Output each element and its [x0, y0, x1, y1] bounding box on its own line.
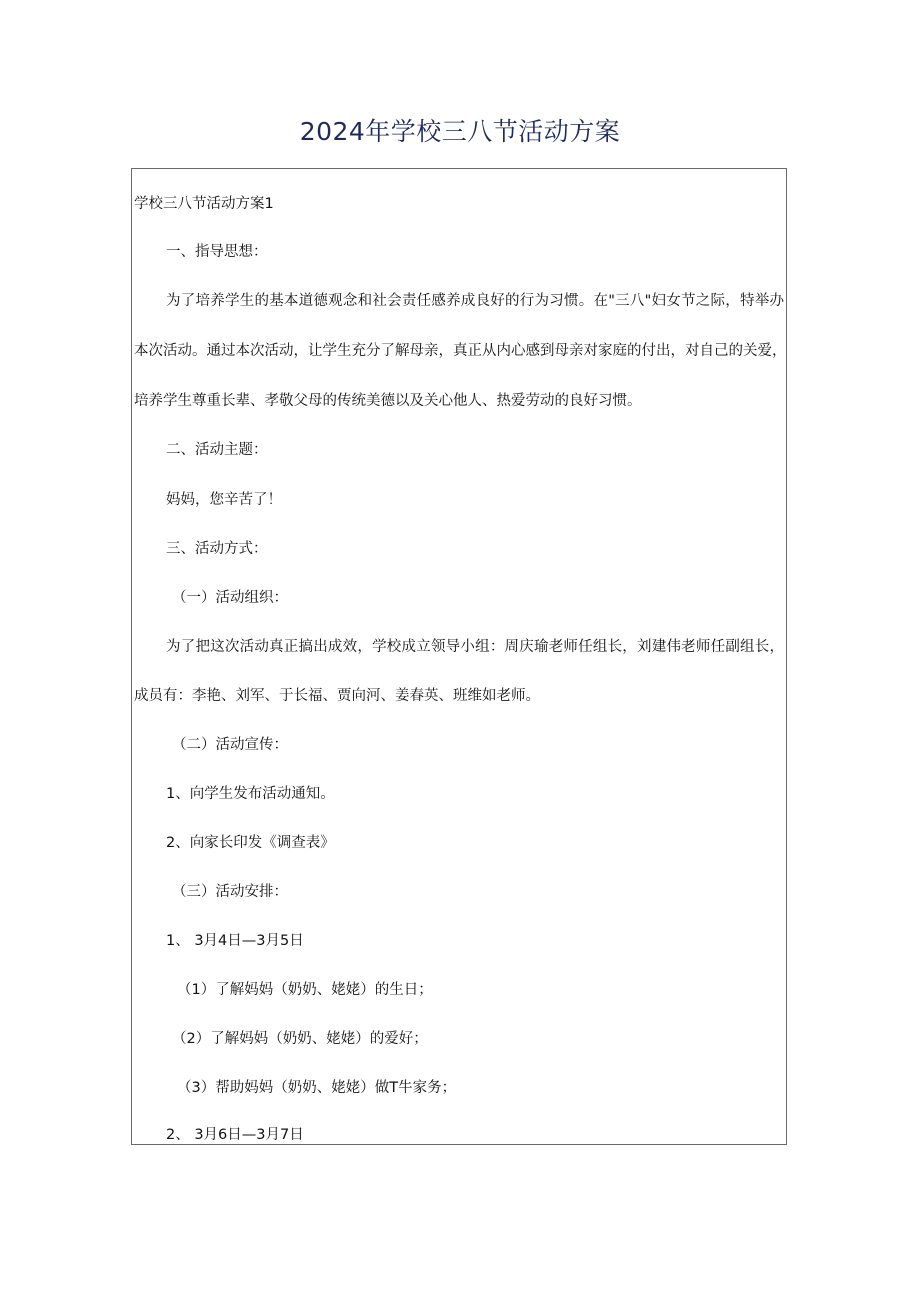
subheading-organization: （一）活动组织：: [172, 590, 288, 606]
paragraph-line: 培养学生尊重长辈、孝敬父母的传统美德以及关心他人、热爱劳动的良好习惯。: [134, 393, 642, 409]
subheading-schedule: （三）活动安排：: [172, 884, 288, 900]
heading-guiding-ideology: 一、指导思想：: [166, 244, 268, 260]
list-item: 2、向家长印发《调查表》: [166, 835, 335, 851]
list-item: （1）了解妈妈（奶奶、姥姥）的生日；: [177, 982, 433, 998]
content-frame: [131, 168, 787, 1145]
section-heading: 学校三八节活动方案1: [134, 196, 274, 212]
theme-text: 妈妈，您辛苦了！: [166, 492, 282, 508]
paragraph-line: 本次活动。通过本次活动，让学生充分了解母亲，真正从内心感到母亲对家庭的付出，对自己的关爱，: [134, 343, 787, 359]
paragraph-line: 为了培养学生的基本道德观念和社会责任感养成良好的行为习惯。在"三八"妇女节之际，特举办: [166, 293, 784, 309]
heading-activity-method: 三、活动方式：: [166, 541, 268, 557]
heading-activity-theme: 二、活动主题：: [166, 442, 268, 458]
schedule-date: 2、 3月6日—3月7日: [166, 1127, 304, 1143]
schedule-date: 1、 3月4日—3月5日: [166, 933, 304, 949]
paragraph-line: 成员有：李艳、刘军、于长福、贾向河、姜春英、班维如老师。: [134, 688, 540, 704]
list-item: 1、向学生发布活动通知。: [166, 786, 335, 802]
subheading-publicity: （二）活动宣传：: [172, 737, 288, 753]
list-item: （3）帮助妈妈（奶奶、姥姥）做T牛家务；: [177, 1080, 457, 1096]
document-title: 2024年学校三八节活动方案: [299, 117, 621, 146]
paragraph-line: 为了把这次活动真正搞出成效，学校成立领导小组：周庆瑜老师任组长，刘建伟老师任副组长，: [166, 639, 784, 655]
list-item: （2）了解妈妈（奶奶、姥姥）的爱好；: [172, 1031, 428, 1047]
